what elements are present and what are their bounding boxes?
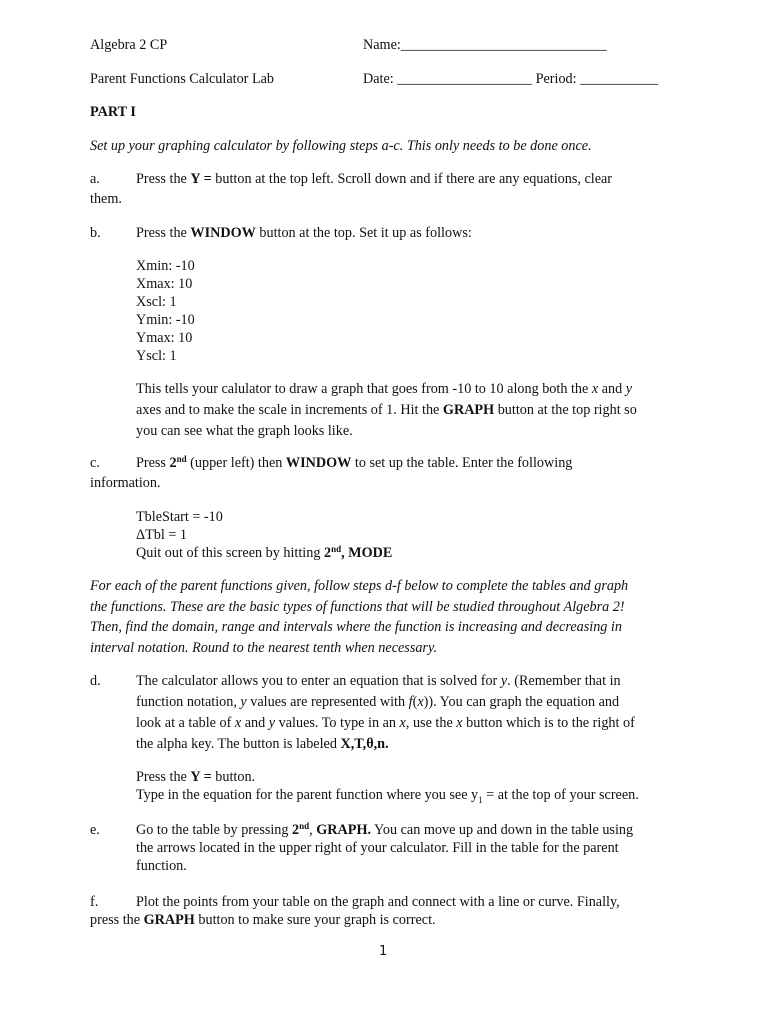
step-b-explain-line1: This tells your calulator to draw a graph that goes from -10 to 10 along both the x and y bbox=[136, 381, 633, 397]
second-key: 2nd bbox=[169, 454, 187, 471]
name-label: Name: bbox=[363, 37, 401, 53]
setting-ymin: Ymin: -10 bbox=[136, 312, 195, 328]
window-settings-list bbox=[136, 257, 195, 365]
step-b-letter: b. bbox=[90, 225, 101, 241]
step-d-line2: function notation, y values are represented with f(x)). You can graph the equation and bbox=[136, 694, 620, 710]
step-e-line3: function. bbox=[136, 858, 187, 874]
step-a-line1: a. Press the Y = button at the top left. Scroll down and if there are any equations, clear bbox=[90, 171, 613, 187]
step-d-line3: look at a table of x and y values. To type in an x, use the x button which is to the right of bbox=[136, 715, 635, 731]
step-a-line2: them. bbox=[90, 191, 122, 207]
setting-ymax: Ymax: 10 bbox=[136, 330, 193, 346]
period-blank: ___________ bbox=[580, 71, 659, 87]
step-e-line1: e. Go to the table by pressing 2nd, GRAPH. You can move up and down in the table using bbox=[90, 821, 634, 838]
lab-title: Parent Functions Calculator Lab bbox=[90, 71, 275, 87]
tblstart-setting: TbleStart = -10 bbox=[136, 509, 223, 525]
setting-xmin: Xmin: -10 bbox=[136, 258, 195, 274]
graph-key-e: GRAPH. bbox=[316, 822, 372, 838]
setting-yscl: Yscl: 1 bbox=[136, 348, 177, 364]
step-d-letter: d. bbox=[90, 673, 101, 689]
table-settings bbox=[136, 508, 392, 562]
step-b-explain-line2: axes and to make the scale in increments of 1. Hit the GRAPH button at the top right so bbox=[136, 402, 637, 418]
step-b-line1: b. Press the WINDOW button at the top. Set it up as follows: bbox=[90, 225, 472, 241]
quit-instruction: Quit out of this screen by hitting 2nd, MODE bbox=[136, 544, 393, 561]
second-key-e: 2nd bbox=[292, 821, 310, 838]
step-f-line1: f. Plot the points from your table on the graph and connect with a line or curve. Finally, bbox=[90, 894, 620, 910]
step-d-line5: Press the Y = button. bbox=[136, 769, 256, 785]
setting-xmax: Xmax: 10 bbox=[136, 276, 193, 292]
step-d-line4: the alpha key. The button is labeled X,T,θ,n. bbox=[136, 736, 389, 752]
step-c-line1: c. Press 2nd (upper left) then WINDOW to set up the table. Enter the following bbox=[90, 454, 573, 471]
step-a-letter: a. bbox=[90, 171, 100, 187]
step-d-line6: Type in the equation for the parent function where you see $y_1$ = at the top of your screen. bbox=[136, 787, 639, 805]
step-c-letter: c. bbox=[90, 455, 100, 471]
step-e-letter: e. bbox=[90, 822, 100, 838]
step-b-explain-line3: you can see what the graph looks like. bbox=[136, 423, 353, 439]
xt-theta-n-key: X,T,θ,n. bbox=[340, 736, 389, 752]
graph-key: GRAPH bbox=[442, 402, 495, 418]
window-key: WINDOW bbox=[190, 225, 256, 241]
f-of-x: f bbox=[408, 694, 413, 710]
instructions-line3: Then, find the domain, range and intervals where the function is increasing and decreasing in bbox=[90, 619, 622, 635]
setup-intro: Set up your graphing calculator by following steps a-c. This only needs to be done once. bbox=[90, 138, 592, 154]
step-f-letter: f. bbox=[90, 894, 99, 910]
name-blank: _____________________________ bbox=[400, 37, 607, 53]
name-field bbox=[363, 36, 607, 54]
step-e-line2: the arrows located in the upper right of your calculator. Fill in the table for the parent bbox=[136, 840, 619, 856]
instructions-line1: For each of the parent functions given, follow steps d-f below to complete the tables and graph bbox=[90, 578, 629, 594]
date-period-field bbox=[363, 70, 658, 88]
date-blank: ___________________ bbox=[397, 71, 533, 87]
y-equals-key: Y = bbox=[190, 171, 212, 187]
course-title: Algebra 2 CP bbox=[90, 37, 168, 53]
page-number: 1 bbox=[379, 944, 388, 959]
instructions-line4: interval notation. Round to the nearest tenth when necessary. bbox=[90, 640, 438, 656]
y-equals-key-d: Y = bbox=[190, 769, 212, 785]
setting-xscl: Xscl: 1 bbox=[136, 294, 177, 310]
step-d-line1: d. The calculator allows you to enter an equation that is solved for y. (Remember that in bbox=[90, 673, 621, 689]
date-label: Date: bbox=[363, 71, 394, 87]
part-heading: PART I bbox=[90, 104, 136, 120]
delta-tbl-setting: ΔTbl = 1 bbox=[136, 527, 188, 543]
step-c-line2: information. bbox=[90, 475, 161, 491]
window-key-c: WINDOW bbox=[285, 455, 352, 471]
step-f-line2: press the GRAPH button to make sure your graph is correct. bbox=[90, 912, 436, 928]
period-label: Period: bbox=[535, 71, 577, 87]
instructions-line2: the functions. These are the basic types of functions that will be studied throughout Algebra 2! bbox=[90, 599, 625, 615]
graph-key-f: GRAPH bbox=[143, 912, 195, 928]
